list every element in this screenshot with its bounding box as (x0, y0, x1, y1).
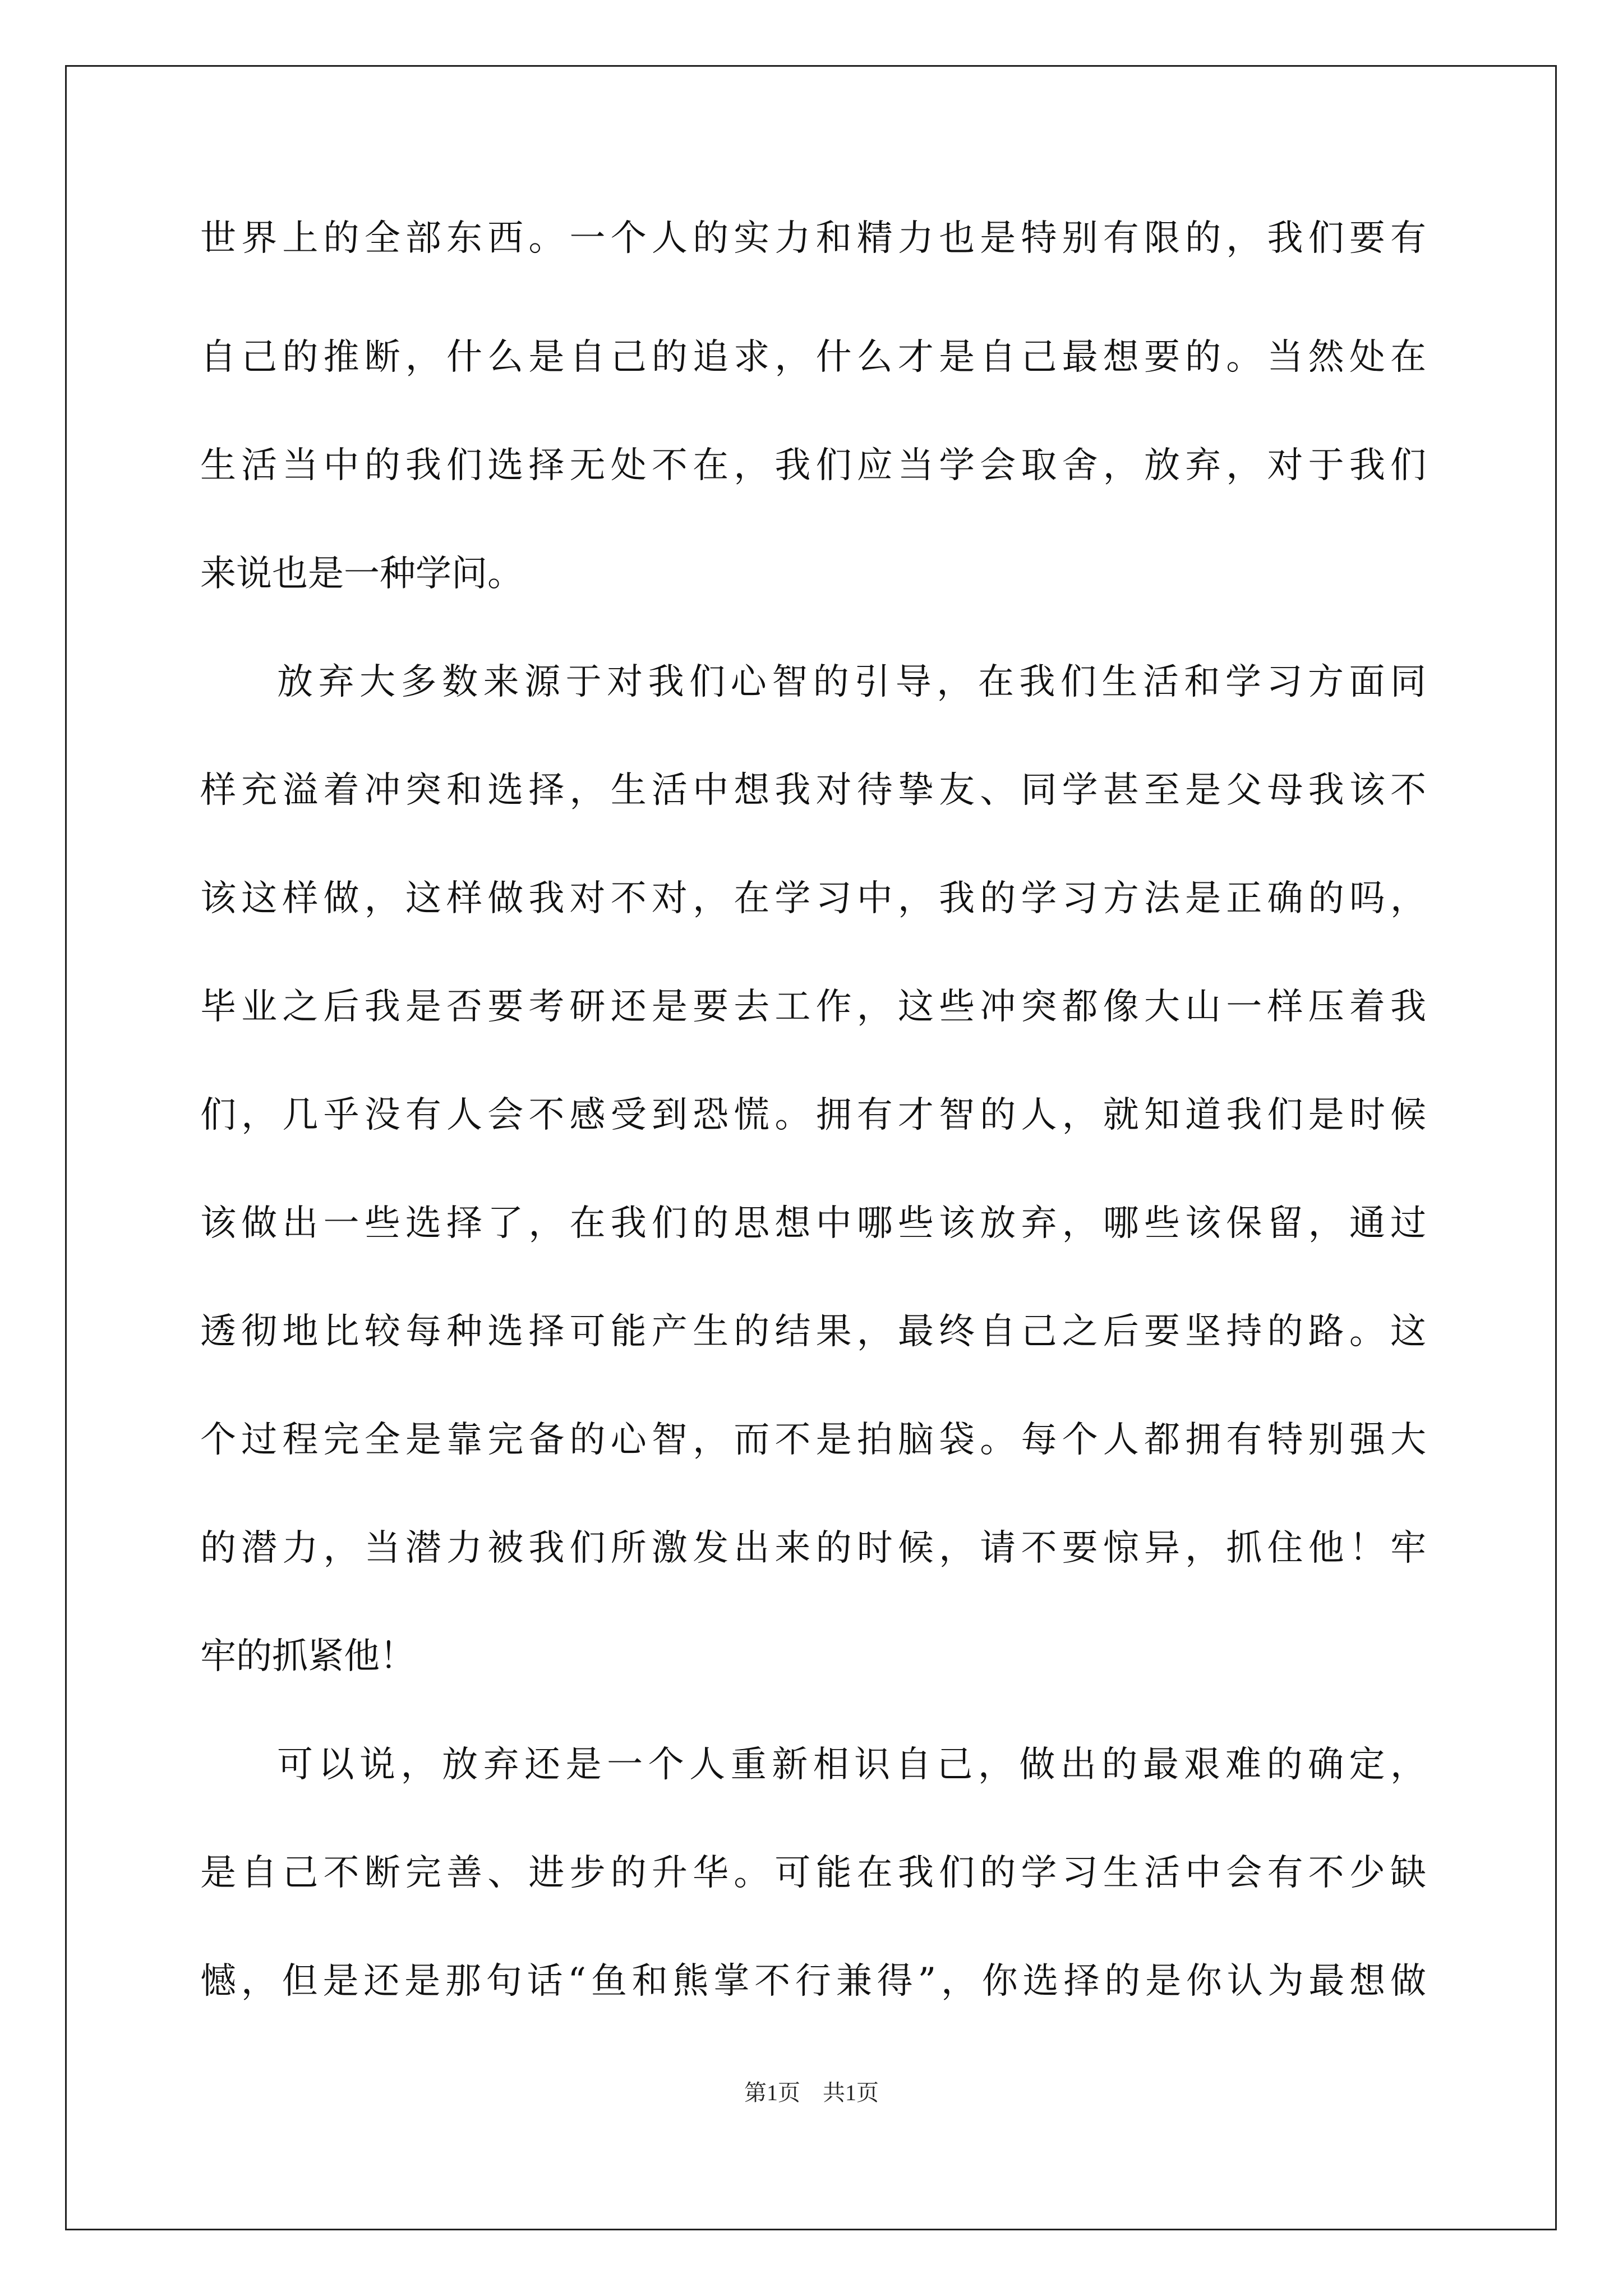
text-line: 的潜力，当潜力被我们所激发出来的时候，请不要惊异，抓住他！牢 (200, 1527, 1426, 1569)
text-line: 世界上的全部东西。一个人的实力和精力也是特别有限的，我们要有 (200, 218, 1426, 259)
text-line: 憾，但是还是那句话“鱼和熊掌不行兼得”，你选择的是你认为最想做 (200, 1961, 1426, 2002)
text-line: 自己的推断，什么是自己的追求，什么才是自己最想要的。当然处在 (200, 337, 1426, 378)
paragraph-first-line: 可以说，放弃还是一个人重新相识自己，做出的最艰难的确定， (277, 1744, 1426, 1786)
page-footer: 第1页 共1页 (744, 2080, 879, 2105)
text-line: 牢的抓紧他！ (200, 1636, 416, 1677)
text-line: 来说也是一种学问。 (200, 553, 523, 595)
text-line: 是自己不断完善、进步的升华。可能在我们的学习生活中会有不少缺 (200, 1852, 1426, 1894)
text-line: 们，几乎没有人会不感受到恐慌。拥有才智的人，就知道我们是时候 (200, 1094, 1426, 1136)
text-line: 个过程完全是靠完备的心智，而不是拍脑袋。每个人都拥有特别强大 (200, 1419, 1426, 1461)
page-border (65, 65, 1557, 2230)
text-line: 生活当中的我们选择无处不在，我们应当学会取舍，放弃，对于我们 (200, 445, 1426, 486)
text-line: 毕业之后我是否要考研还是要去工作，这些冲突都像大山一样压着我 (200, 986, 1426, 1028)
text-line: 透彻地比较每种选择可能产生的结果，最终自己之后要坚持的路。这 (200, 1311, 1426, 1352)
text-line: 样充溢着冲突和选择，生活中想我对待挚友、同学甚至是父母我该不 (200, 770, 1426, 811)
text-line: 该这样做，这样做我对不对，在学习中，我的学习方法是正确的吗， (200, 878, 1426, 919)
paragraph-first-line: 放弃大多数来源于对我们心智的引导，在我们生活和学习方面同 (277, 661, 1426, 703)
text-line: 该做出一些选择了，在我们的思想中哪些该放弃，哪些该保留，通过 (200, 1203, 1426, 1244)
